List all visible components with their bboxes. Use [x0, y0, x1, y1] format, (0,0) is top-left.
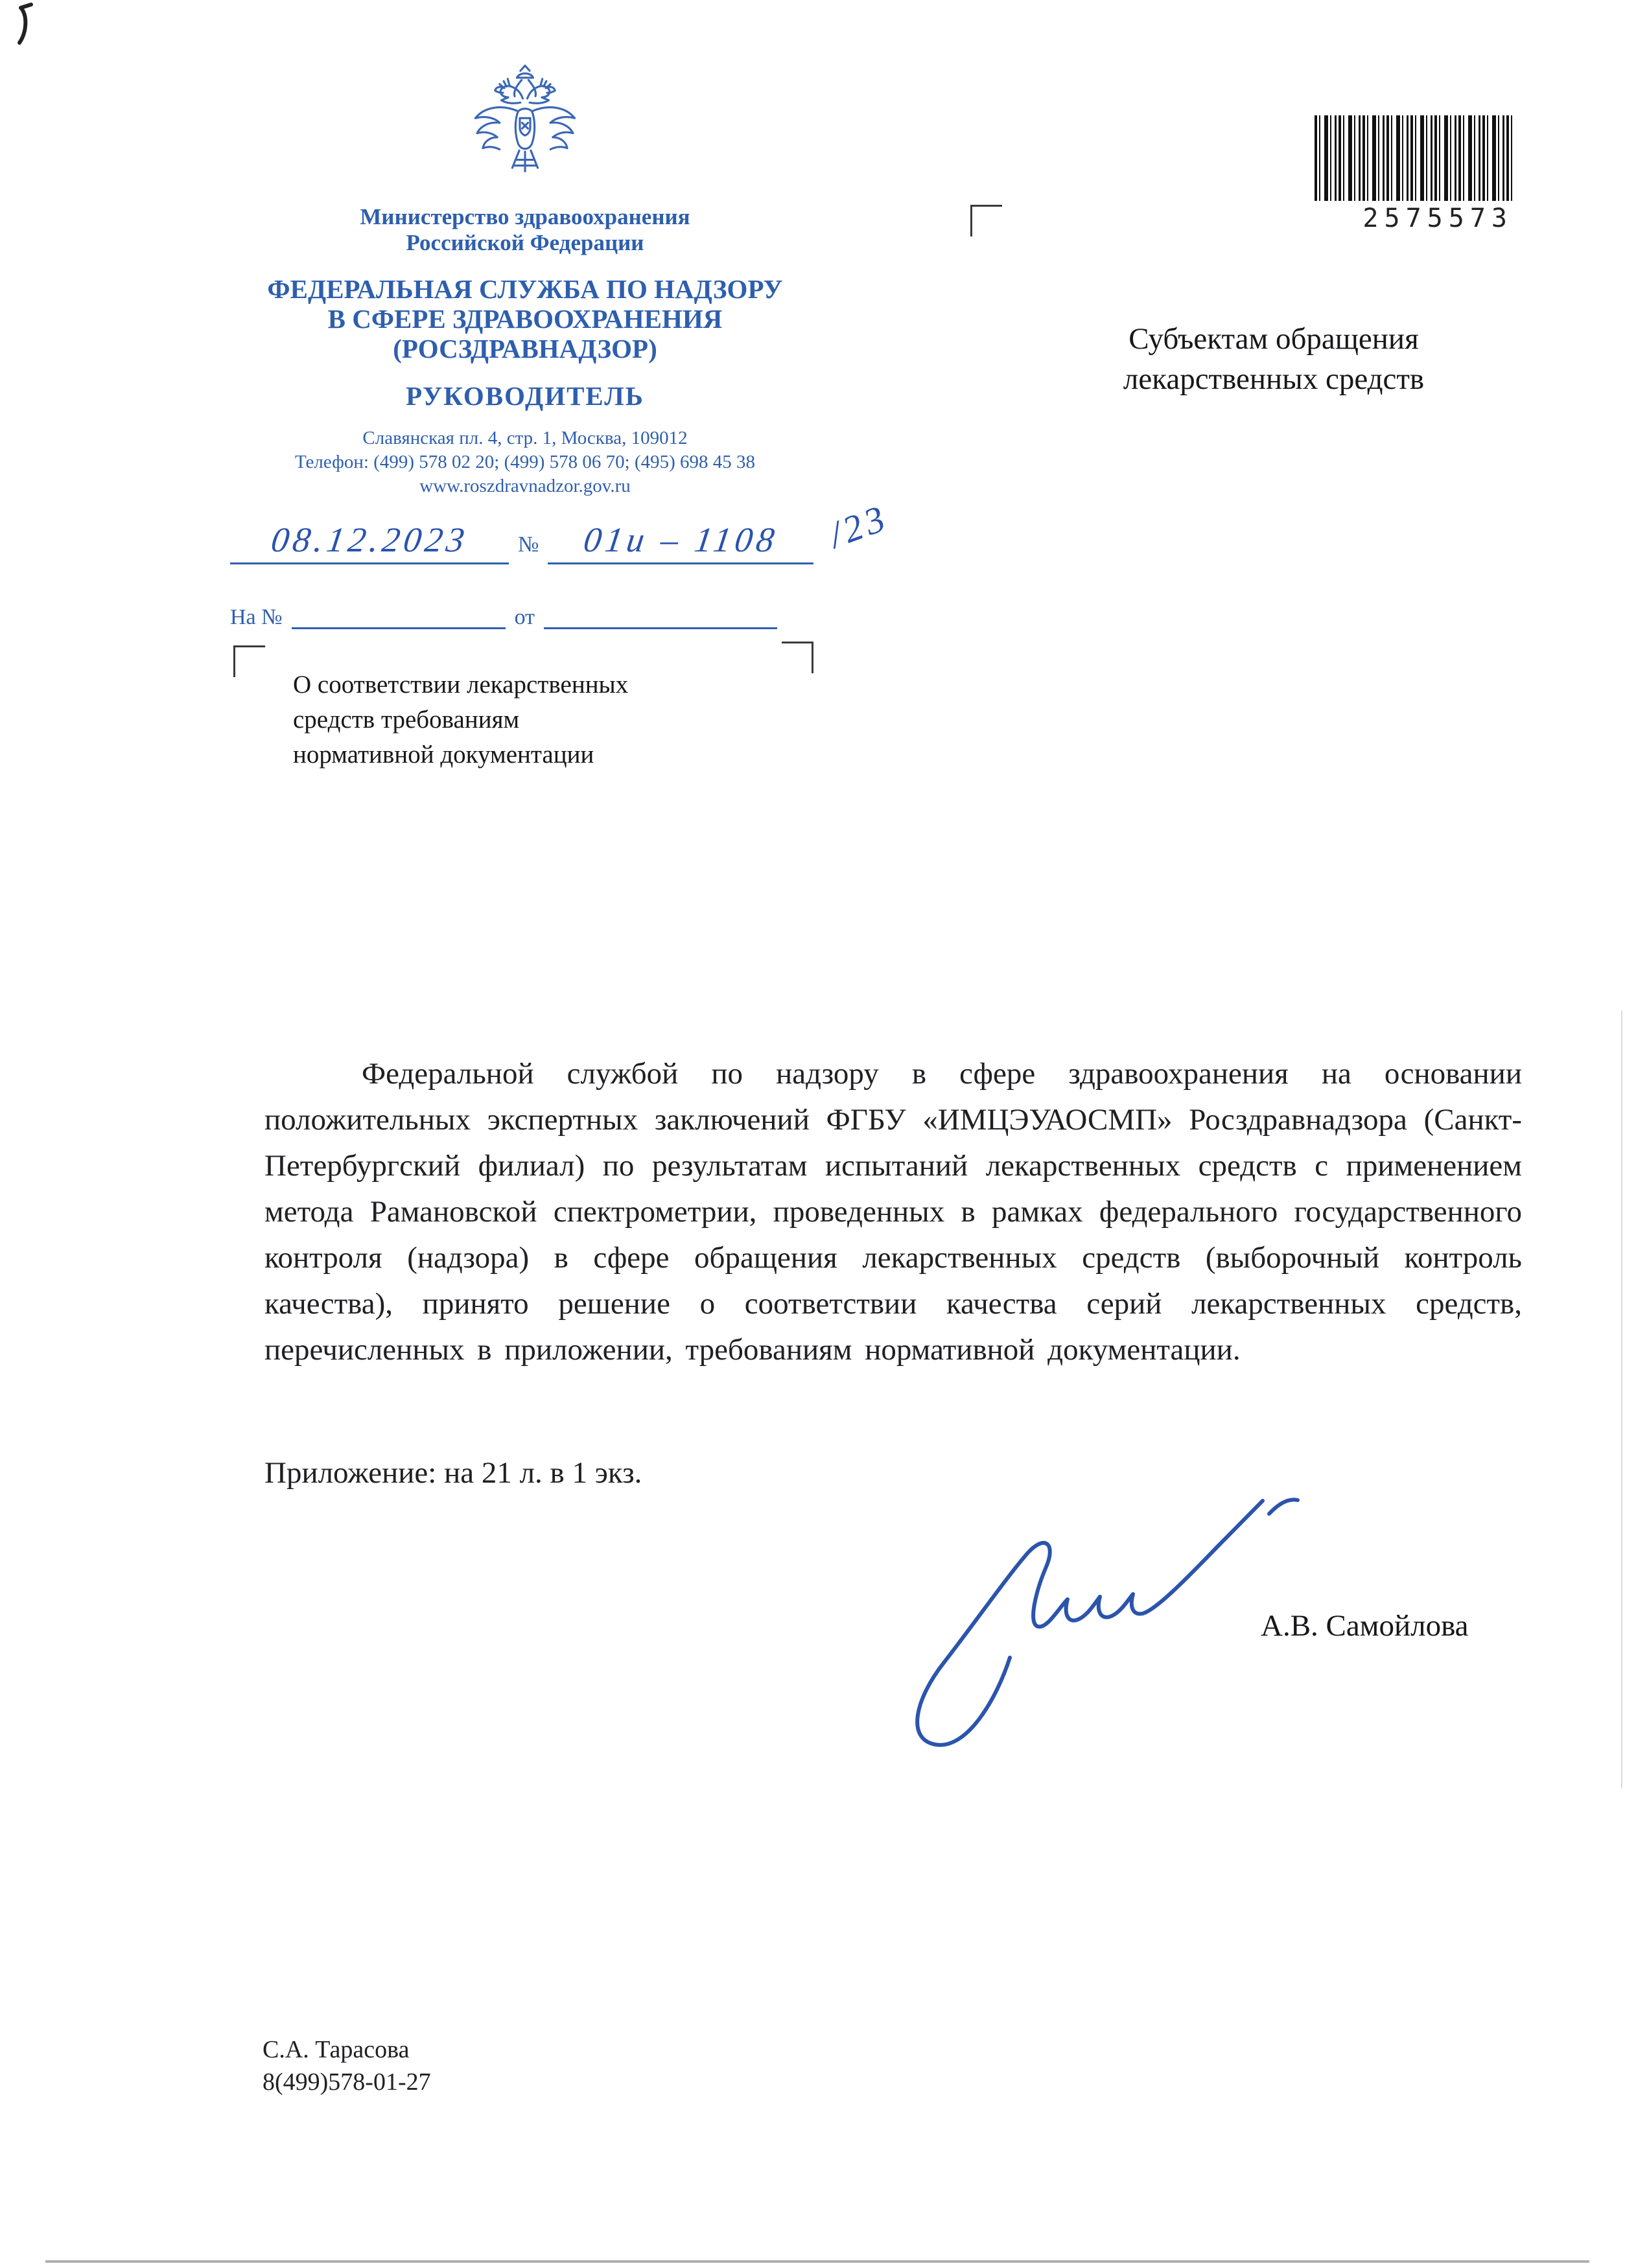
coat-of-arms-icon — [466, 62, 584, 194]
corner-mark — [782, 642, 813, 673]
website-text: www.roszdravnadzor.gov.ru — [419, 476, 631, 496]
address-line: Славянская пл. 4, стр. 1, Москва, 109012 — [362, 428, 688, 448]
corner-mark — [970, 205, 1002, 237]
reply-number-label: На № — [230, 605, 283, 629]
attachment-line: Приложение: на 21 л. в 1 экз. — [264, 1456, 642, 1490]
handwritten-date: 08.12.2023 — [268, 520, 471, 559]
position-title: РУКОВОДИТЕЛЬ — [406, 381, 644, 411]
executor-phone: 8(499)578-01-27 — [263, 2068, 431, 2096]
service-line: ФЕДЕРАЛЬНАЯ СЛУЖБА ПО НАДЗОРУ — [267, 274, 783, 304]
letterhead — [181, 62, 869, 498]
reply-reference-line — [230, 601, 786, 630]
recipient-block — [1063, 319, 1484, 399]
executor-block — [263, 2033, 431, 2098]
barcode-number: 2575573 — [1362, 203, 1513, 233]
body-paragraph: Федеральной службой по надзору в сфере здравоохранения на основании положительных экспертных заключений ФГБУ «ИМЦЭУАОСМП» Росздравнадзора (Санкт-Петербургский филиал) по результатам испытаний лекарственных средств с применением метода Рамановской спектрометрии, проведенных в рамках федерального государственного контроля (надзора) в сфере обращения лекарственных средств (выборочный контроль качества), принято решение о соответствии качества серий лекарственных средств, перечисленных в приложении, требованиям нормативной документации. — [264, 1057, 1522, 1367]
handwritten-number: 01и – 1108 — [581, 520, 781, 559]
recipient-line: Субъектам обращения — [1128, 322, 1419, 356]
subject-block — [293, 667, 628, 772]
scan-artifact-line — [45, 2260, 1589, 2263]
recipient-line: лекарственных средств — [1123, 362, 1425, 396]
reference-line — [230, 496, 894, 564]
reply-date-blank — [544, 601, 777, 629]
phone-line: Телефон: (499) 578 02 20; (499) 578 06 70; (495) 698 45 38 — [294, 452, 756, 472]
subject-line: нормативной документации — [293, 741, 594, 769]
ministry-line: Министерство здравоохранения — [360, 204, 690, 229]
ministry-line: Российской Федерации — [406, 230, 644, 255]
reply-number-blank — [292, 601, 506, 629]
service-name — [181, 274, 869, 364]
corner-mark — [233, 645, 265, 677]
service-line: В СФЕРЕ ЗДРАВООХРАНЕНИЯ — [327, 304, 723, 334]
number-sign: № — [518, 533, 539, 557]
number-field — [548, 520, 813, 564]
signer-name: А.В. Самойлова — [1261, 1609, 1469, 1643]
reply-date-label: от — [514, 605, 535, 629]
service-line: (РОСЗДРАВНАДЗОР) — [393, 334, 657, 364]
scan-artifact-line — [1621, 1011, 1622, 1788]
barcode — [1315, 115, 1513, 233]
date-field — [230, 520, 509, 564]
executor-name: С.А. Тарасова — [263, 2036, 410, 2063]
handwritten-number-suffix: /23 — [823, 496, 894, 556]
subject-line: средств требованиям — [293, 706, 520, 734]
ministry-name — [181, 204, 869, 256]
contact-block — [181, 426, 869, 498]
pen-mark-icon — [8, 3, 41, 49]
barcode-icon — [1315, 115, 1513, 201]
subject-line: О соответствии лекарственных — [293, 671, 629, 699]
